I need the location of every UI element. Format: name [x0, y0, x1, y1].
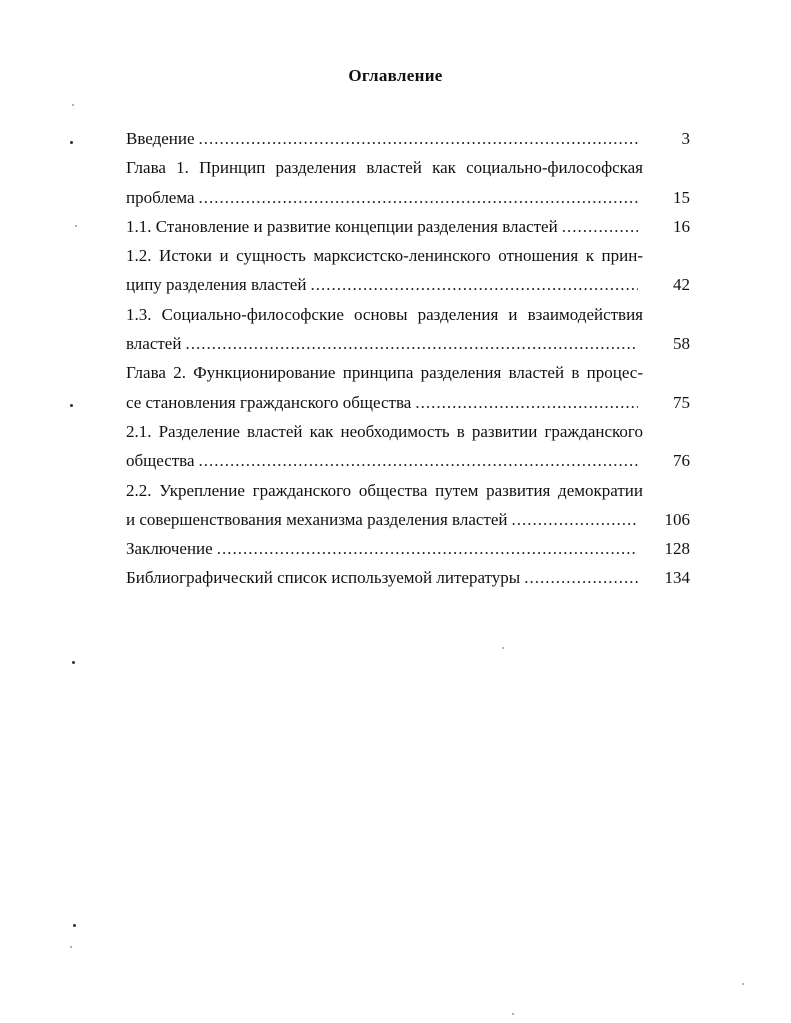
toc-page-number: 58 — [673, 334, 690, 354]
toc-entry-title-continued: проблема — [126, 187, 195, 207]
toc-entry-title-line: Глава 2. Функционирование принципа разделения властей в процес- — [126, 363, 643, 383]
toc-page-number: 16 — [673, 216, 690, 236]
scan-speck — [70, 141, 73, 144]
toc-entry-title-continued: ципу разделения властей — [126, 275, 307, 295]
toc-page-number: 3 — [681, 129, 690, 148]
toc-entry-title-continued: властей — [126, 334, 182, 354]
toc-entry-title: Введение — [126, 129, 195, 148]
toc-entry-title-line: 2.1. Разделение властей как необходимость в развитии гражданского — [126, 421, 643, 441]
toc-page-number: 106 — [664, 509, 690, 529]
table-of-contents — [126, 124, 698, 593]
toc-entry-conclusion — [126, 534, 698, 563]
scan-speck — [73, 924, 76, 927]
toc-entry-section-1-2 — [126, 241, 698, 300]
toc-page-number: 15 — [673, 187, 690, 207]
dot-leader — [199, 124, 638, 153]
scan-speck — [75, 225, 77, 227]
toc-page-number: 42 — [673, 275, 690, 295]
dot-leader — [524, 563, 638, 592]
toc-entry-title-line: Глава 1. Принцип разделения властей как социально-философская — [126, 158, 643, 178]
toc-page-number: 134 — [664, 568, 690, 588]
toc-entry-section-1-3 — [126, 300, 698, 359]
toc-entry-title-continued: и совершенствования механизма разделения властей — [126, 509, 508, 529]
toc-page-number: 75 — [673, 392, 690, 412]
scan-speck — [502, 647, 504, 649]
scan-speck — [742, 983, 744, 985]
toc-page-number: 128 — [664, 539, 690, 559]
page-title: Оглавление — [348, 66, 443, 85]
dot-leader — [310, 270, 638, 299]
toc-entry-title-continued: се становления гражданского общества — [126, 392, 412, 412]
dot-leader — [185, 329, 638, 358]
toc-entry-chapter-2 — [126, 358, 698, 417]
toc-page-number: 76 — [673, 451, 690, 471]
scan-speck — [72, 104, 74, 106]
toc-entry-section-2-2 — [126, 476, 698, 535]
dot-leader — [562, 212, 638, 241]
toc-entry-title-line: 2.2. Укрепление гражданского общества путем развития демократии — [126, 480, 643, 500]
toc-entry-title-line: 1.2. Истоки и сущность марксистско-ленинского отношения к прин- — [126, 246, 643, 266]
toc-entry-section-1-1 — [126, 212, 698, 241]
toc-entry-title-continued: общества — [126, 451, 195, 471]
scan-speck — [512, 1013, 514, 1015]
dot-leader — [199, 446, 638, 475]
toc-entry-title-line: 1.3. Социально-философские основы разделения и взаимодействия — [126, 304, 643, 324]
toc-entry-chapter-1 — [126, 153, 698, 212]
dot-leader — [217, 534, 638, 563]
toc-entry-title: Заключение — [126, 539, 213, 559]
dot-leader — [199, 183, 638, 212]
toc-entry-section-2-1 — [126, 417, 698, 476]
toc-entry-bibliography — [126, 563, 698, 592]
scan-speck — [70, 404, 73, 407]
scan-speck — [72, 661, 75, 664]
toc-entry-title: 1.1. Становление и развитие концепции разделения властей — [126, 216, 558, 236]
dot-leader — [415, 388, 638, 417]
scan-speck — [70, 946, 72, 948]
dot-leader — [512, 505, 639, 534]
toc-entry-introduction — [126, 124, 698, 153]
toc-entry-title: Библиографический список используемой литературы — [126, 568, 521, 588]
